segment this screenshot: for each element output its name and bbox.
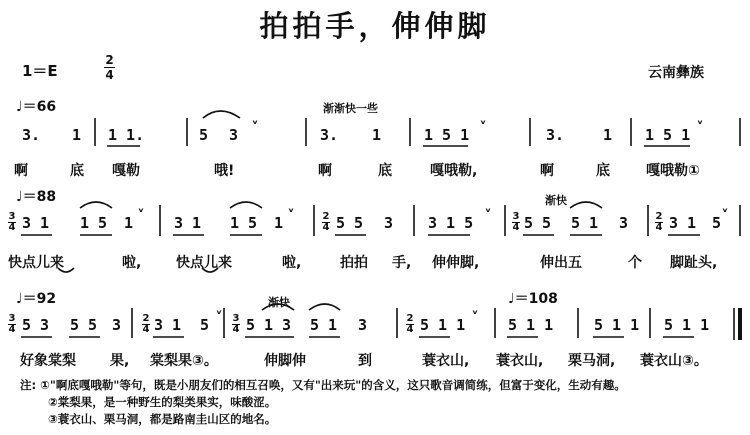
note-group: 3 1 [22, 214, 50, 232]
lyric: 脚趾头, [670, 255, 718, 271]
lyric: 拍拍 [340, 255, 368, 271]
slur [262, 304, 294, 310]
lyric: 果, [110, 353, 130, 369]
breath-mark: ᵛ [252, 117, 259, 131]
lyric: 底 [70, 163, 84, 179]
lyric: 伸出五 [540, 255, 582, 271]
key-signature: 1＝E [22, 62, 58, 80]
lyric: 蓑衣山③。 [640, 353, 708, 369]
note-group: 5 [246, 316, 256, 334]
slur [230, 202, 262, 208]
direction-line-2: 渐快 [545, 194, 567, 207]
lyric: 啊 [540, 163, 554, 179]
breath-mark: ᵛ [288, 205, 295, 219]
meter-change: 2 4 [322, 211, 330, 233]
note-group: 3 1 5 [428, 214, 474, 232]
meter-change: 2 4 [142, 313, 150, 335]
meter-change: 3 4 [8, 313, 16, 335]
lyric: 底 [596, 163, 610, 179]
note-group: 1 3 [264, 316, 292, 334]
lyric: 啊 [14, 163, 28, 179]
note-group: 3. [320, 126, 339, 144]
note-group: 1 5 1 [424, 126, 470, 144]
lyric: 伸伸脚, [432, 255, 480, 271]
footnote-3: ③蓑衣山、栗马洞，都是路南圭山区的地名。 [48, 412, 277, 426]
note-group: 3 [358, 316, 368, 334]
meter-change: 3 4 [512, 211, 520, 233]
meter-change: 3 4 [8, 211, 16, 233]
note-group: 1 5 [230, 214, 258, 232]
note-group: 5 5 [70, 316, 98, 334]
slur [80, 202, 112, 208]
note-group: 1 5 [80, 214, 108, 232]
breath-mark: ᵛ [697, 117, 704, 131]
note-group: 5 [199, 126, 209, 144]
lyric: 啦, [282, 255, 302, 271]
note-group: 5 5 [524, 214, 552, 232]
time-signature-numerator: 2 [105, 53, 114, 67]
direction-line-1: 渐渐快一些 [323, 102, 378, 115]
note-group: 5 1 1 [594, 316, 640, 334]
lyric: 蓑衣山, [496, 353, 544, 369]
lyric: 嘎哦勒① [646, 163, 700, 179]
lyric: 好象棠梨 [20, 353, 76, 369]
note-group: 1 [124, 214, 134, 232]
song-origin: 云南彝族 [648, 65, 704, 81]
note-group: 1 [72, 126, 82, 144]
tempo-marking-1: ♩＝66 [16, 99, 57, 115]
note-group: 3 [384, 214, 394, 232]
direction-line-3: 渐快 [268, 296, 290, 309]
note-group: 1 1. [108, 126, 145, 144]
note-group: 3. [546, 126, 565, 144]
note-group: 5 1 [571, 214, 599, 232]
breath-mark: ᵛ [722, 205, 729, 219]
lyric: 个 [628, 255, 642, 271]
meter-change: 2 4 [406, 313, 414, 335]
time-signature-denominator: 4 [105, 68, 114, 82]
song-title: 拍拍手，伸伸脚 [259, 9, 491, 43]
meter-change: 3 4 [232, 313, 240, 335]
tempo-marking-4: ♩＝108 [508, 291, 558, 307]
breath-mark: ᵛ [485, 205, 492, 219]
note-group: 5 1 1 [420, 316, 466, 334]
breath-mark: ᵛ [480, 117, 487, 131]
lyric: 到 [358, 353, 372, 369]
lyric: 哦! [214, 163, 235, 179]
note-group: 3 [619, 214, 629, 232]
lyric: 底 [378, 163, 392, 179]
lyric: 栗马洞, [568, 353, 616, 369]
note-group: 5 5 [336, 214, 364, 232]
note-group: 3 1 [669, 214, 697, 232]
note-group: 5 3 [22, 316, 50, 334]
note-group: 5 1 1 [508, 316, 554, 334]
meter-change: 2 4 [655, 211, 663, 233]
lyric: 啊 [318, 163, 332, 179]
note-group: 1 5 1 [645, 126, 691, 144]
note-group: 3 1 [154, 316, 182, 334]
breath-mark: ᵛ [472, 307, 479, 321]
lyric: 伸脚伸 [264, 353, 306, 369]
slur [309, 304, 340, 310]
tempo-marking-3: ♩＝92 [16, 291, 57, 307]
note-group: 5 1 1 [664, 316, 710, 334]
lyric: 棠梨果③。 [150, 353, 218, 369]
slur [203, 111, 240, 118]
note-group: 5 [200, 316, 210, 334]
footnote-1: 注: ①"啊底嘎哦勒"等句，既是小朋友们的相互召唤，又有"出来玩"的含义，这只歌音调简练，但富于变化，生动有趣。 [20, 378, 626, 392]
footnote-2: ②棠梨果，是一种野生的梨类果实，味酸涩。 [48, 395, 277, 409]
tempo-marking-2: ♩＝88 [16, 189, 57, 205]
lyric: 嘎哦勒, [430, 163, 478, 179]
note-group: 5 [712, 214, 722, 232]
note-group: 3 [229, 126, 239, 144]
note-group: 1 [274, 214, 284, 232]
lyric: 蓑衣山, [422, 353, 470, 369]
note-group: 1 [603, 126, 613, 144]
note-group: 3 [112, 316, 122, 334]
note-group: 1 [372, 126, 382, 144]
slur [570, 202, 602, 208]
breath-mark: ᵛ [216, 307, 223, 321]
note-group: 3 1 [174, 214, 202, 232]
breath-mark: ᵛ [138, 205, 145, 219]
lyric: 手, [392, 255, 412, 271]
lyric: 快点儿来 [176, 255, 232, 271]
lyric: 嘎勒 [112, 163, 140, 179]
lyric: 快点儿来 [8, 255, 64, 271]
note-group: 5 1 [310, 316, 338, 334]
lyric: 啦, [122, 255, 142, 271]
note-group: 3. [22, 126, 41, 144]
